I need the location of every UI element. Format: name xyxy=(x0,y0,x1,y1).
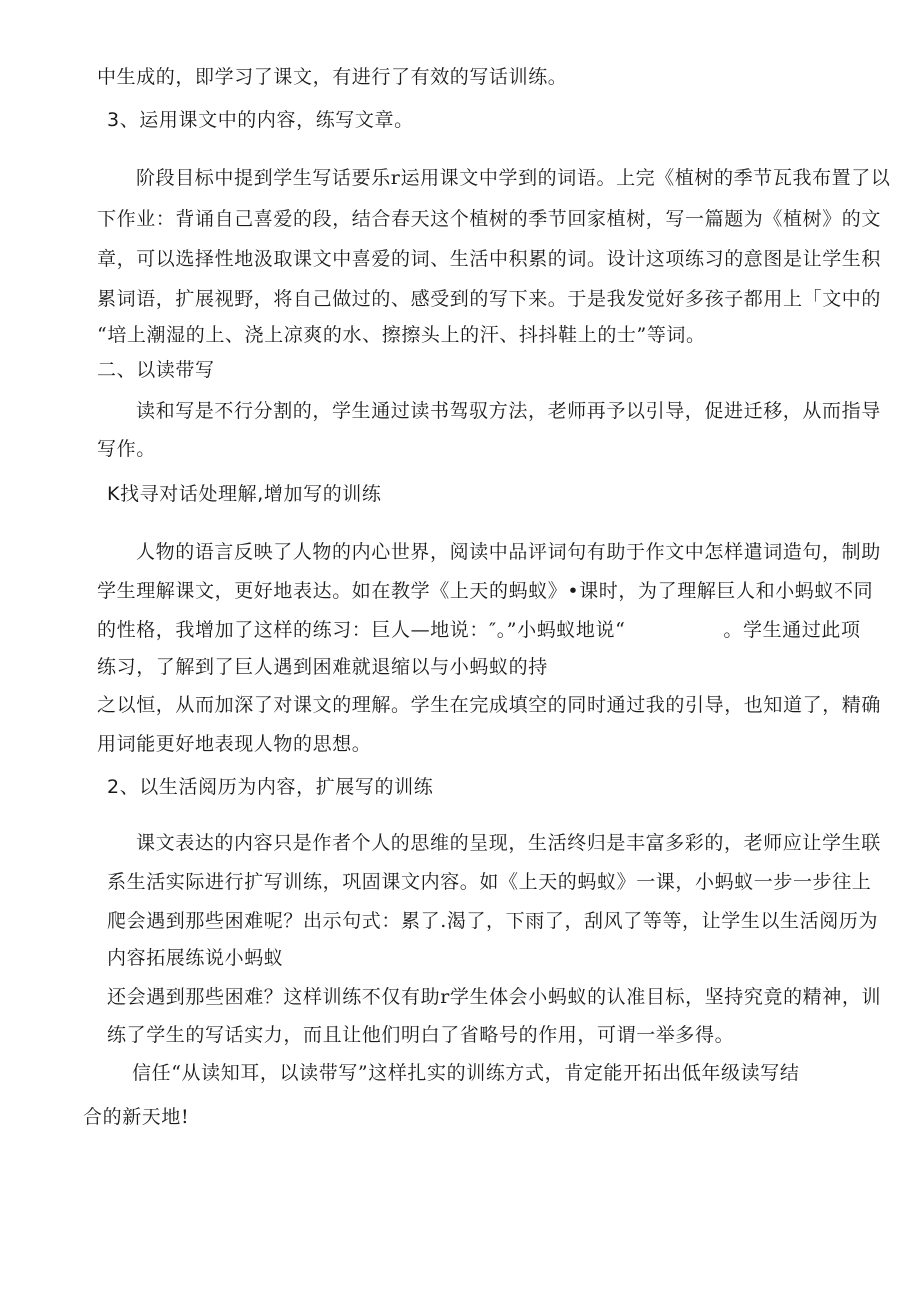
paragraph-line: 阶段目标中提到学生写话要乐r运用课文中学到的词语。上完《植树的季节瓦我布置了以 xyxy=(136,167,891,189)
paragraph-line: 还会遇到那些困难？这样训练不仅有助r学生体会小蚂蚁的认准目标，坚持究竟的精神，训 xyxy=(107,986,882,1008)
section-heading: 2、以生活阅历为内容，扩展写的训练 xyxy=(107,776,434,798)
paragraph-line: 练了学生的写话实力，而且让他们明白了省略号的作用，可谓一举多得。 xyxy=(107,1024,735,1046)
section-heading: K找寻对话处理解,增加写的训练 xyxy=(107,483,382,505)
paragraph-line: 读和写是不行分割的，学生通过读书驾驭方法，老师再予以引导，促进迁移，从而指导 xyxy=(136,400,881,422)
paragraph-line: 内容拓展练说小蚂蚁 xyxy=(107,947,284,969)
paragraph-line: 学生理解课文，更好地表达。如在教学《上天的蚂蚁》•课时，为了理解巨人和小蚂蚁不同 xyxy=(97,580,874,602)
section-heading: 3、运用课文中的内容，练写文章。 xyxy=(107,109,414,131)
paragraph-line: 写作。 xyxy=(97,438,156,460)
paragraph-line: 章，可以选择性地汲取课文中喜爱的词、生活中积累的词。设计这项练习的意图是让学生积 xyxy=(97,248,882,270)
paragraph-line: 信任“从读知耳，以读带写”这样扎实的训练方式，肯定能开拓出低年级读写结 xyxy=(132,1062,800,1084)
paragraph-line: 的性格，我增加了这样的练习：巨人—地说：″。”小蚂蚁地说“ 。学生通过此项 xyxy=(97,619,861,641)
paragraph-line: 爬会遇到那些困难呢？出示句式：累了.渴了，下雨了，刮风了等等，让学生以生活阅历为 xyxy=(107,910,879,932)
paragraph-line: 人物的语言反映了人物的内心世界，阅读中品评词句有助于作文中怎样遣词造句，制助 xyxy=(136,541,881,563)
paragraph-line: 练习，了解到了巨人遇到困难就退缩以与小蚂蚁的持 xyxy=(97,656,548,678)
paragraph-line: 系生活实际进行扩写训练，巩固课文内容。如《上天的蚂蚁》一课，小蚂蚁一步一步往上 xyxy=(107,871,872,893)
paragraph-line: 中生成的，即学习了课文，有进行了有效的写话训练。 xyxy=(97,66,568,88)
paragraph-line: 下作业：背诵自己喜爱的段，结合春天这个植树的季节回家植树，写一篇题为《植树》的文 xyxy=(97,208,882,230)
paragraph-line: 课文表达的内容只是作者个人的思维的呈现，生活终归是丰富多彩的，老师应让学生联 xyxy=(136,832,881,854)
paragraph-line: 合的新天地! xyxy=(83,1106,190,1128)
paragraph-line: 之以恒，从而加深了对课文的理解。学生在完成填空的同时通过我的引导，也知道了，精确 xyxy=(97,694,882,716)
section-heading: 二、以读带写 xyxy=(97,359,215,381)
paragraph-line: 累词语，扩展视野，将自己做过的、感受到的写下来。于是我发觉好多孩子都用上「文中的 xyxy=(97,288,882,310)
paragraph-line: 用词能更好地表现人物的思想。 xyxy=(97,733,372,755)
paragraph-line: “培上潮湿的上、浇上凉爽的水、擦擦头上的汗、抖抖鞋上的士”等词。 xyxy=(97,324,706,346)
